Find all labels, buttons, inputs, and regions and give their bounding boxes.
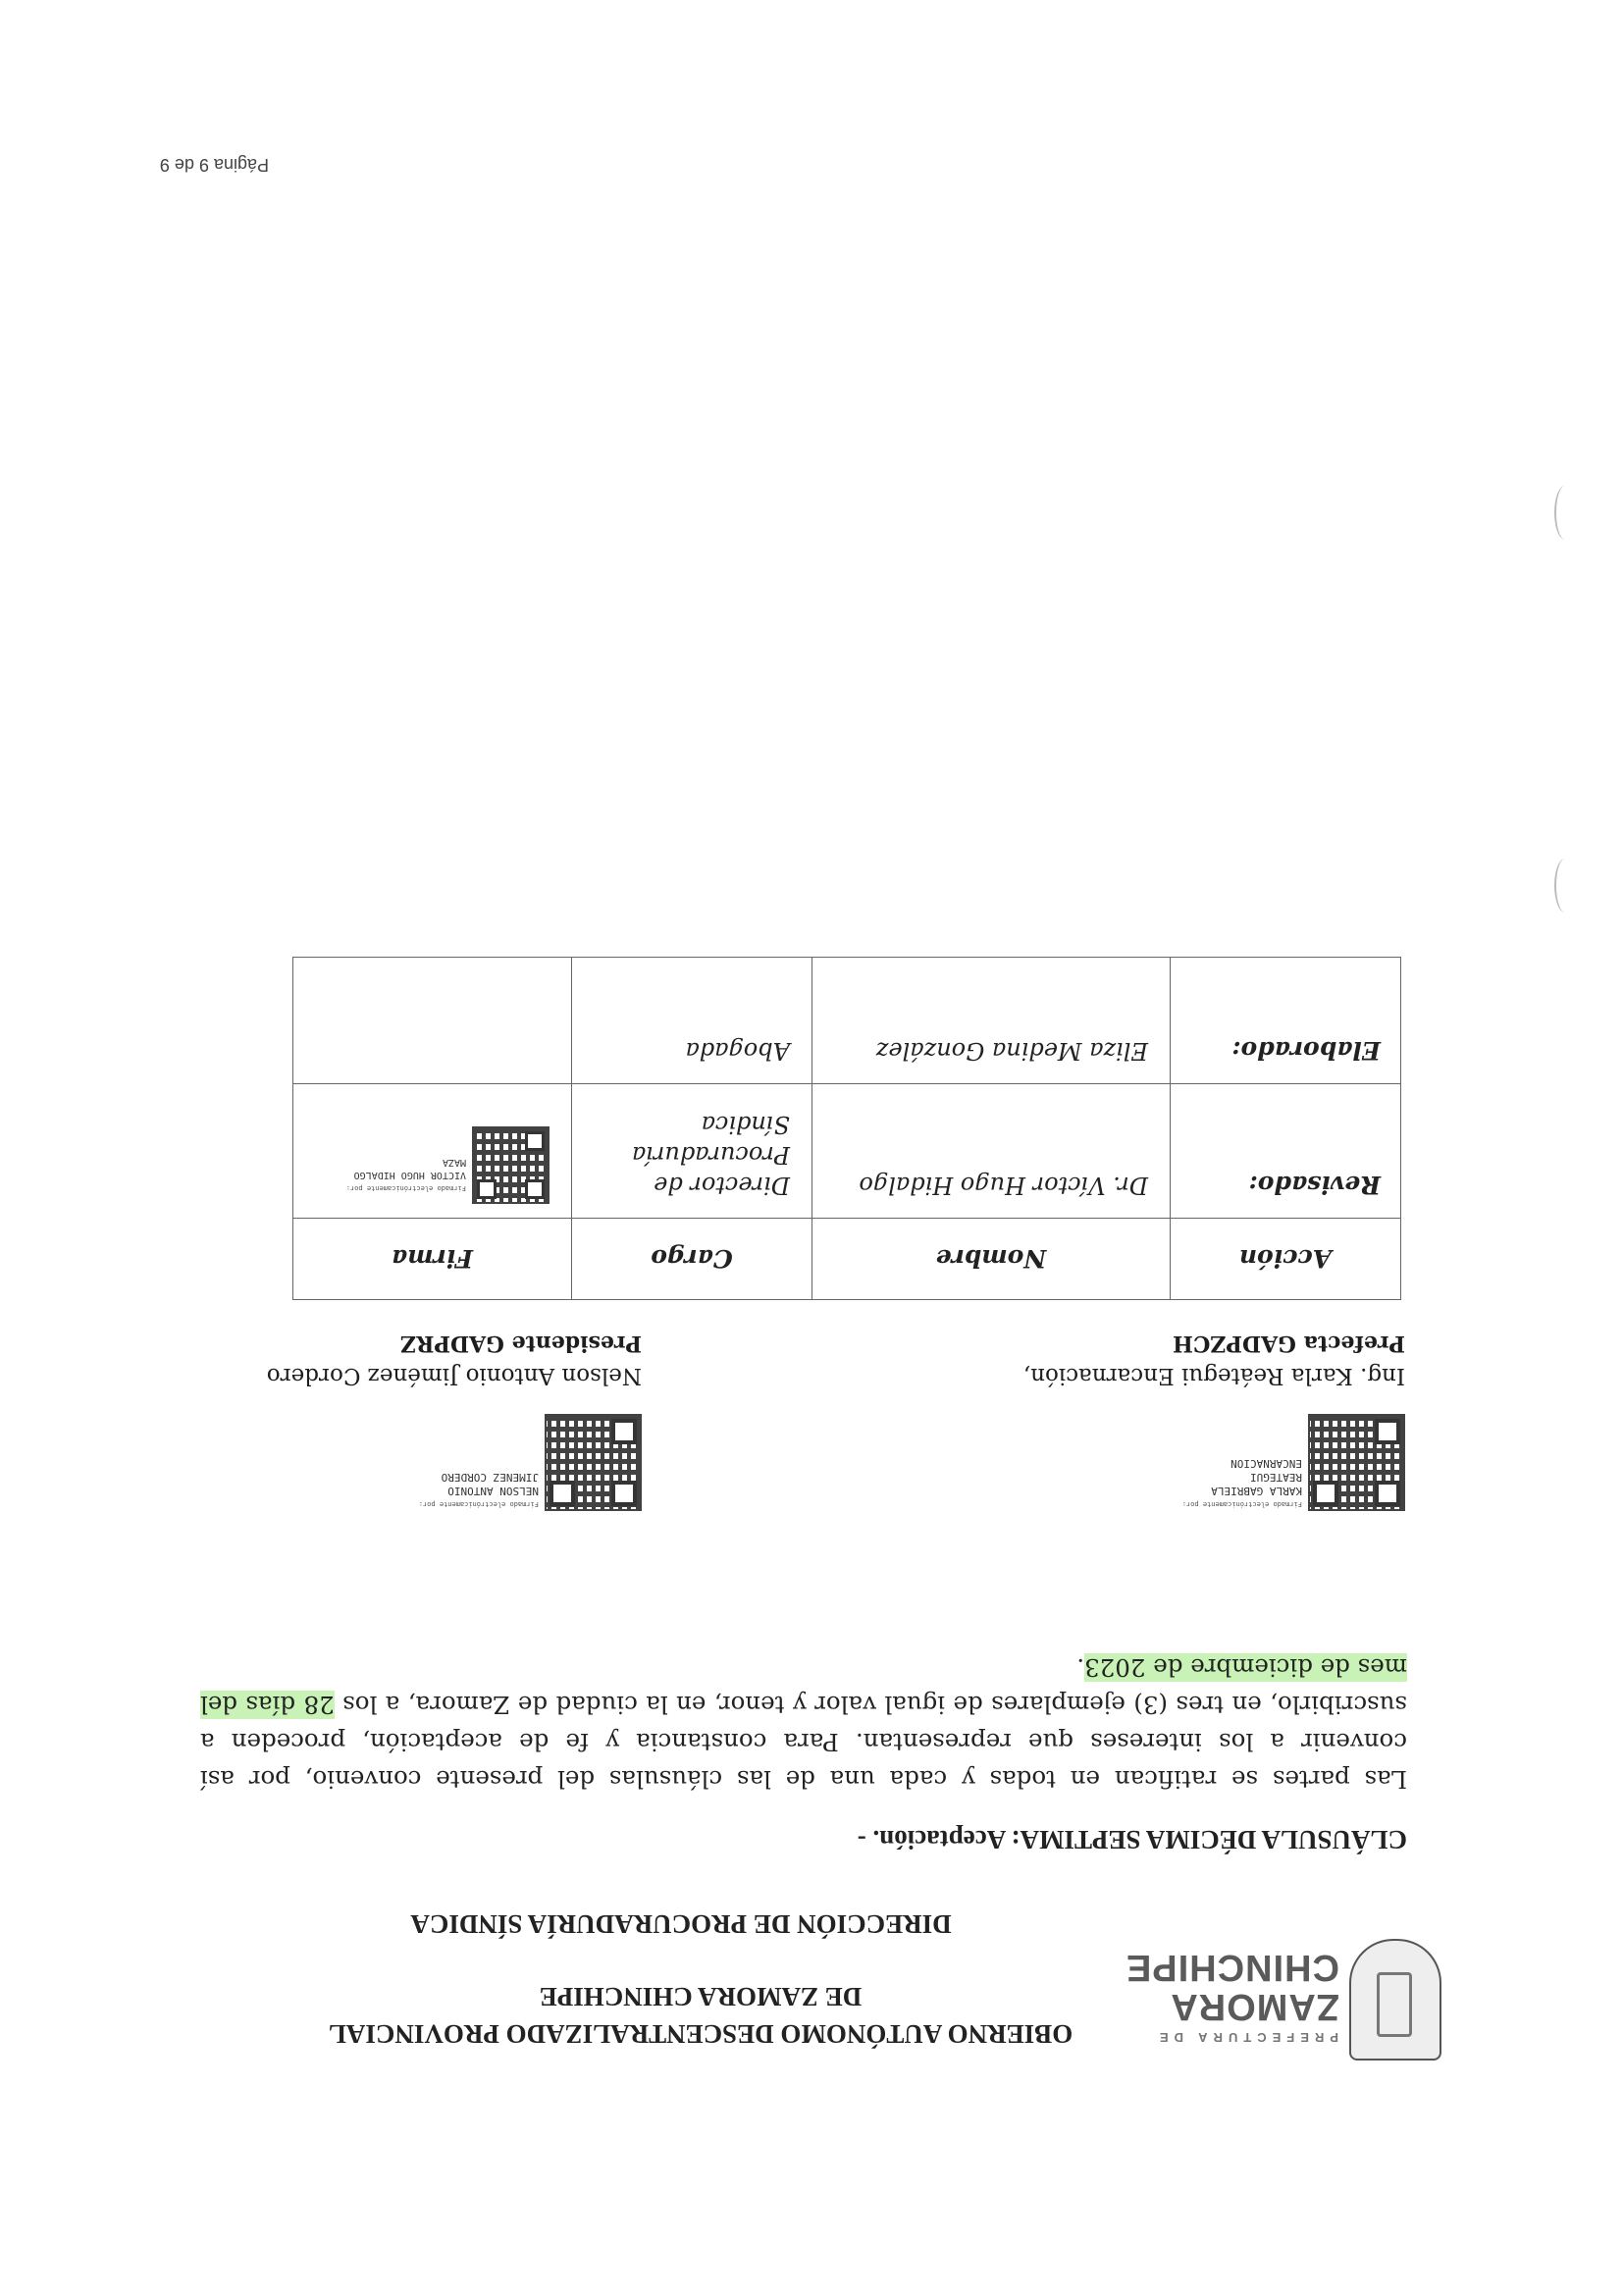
signer-role: Prefecta GADPZCH	[1173, 1331, 1405, 1356]
logo-line-2: CHINCHIPE	[1125, 1947, 1339, 1988]
table-cell-accion: Revisado:	[1171, 1084, 1401, 1219]
signature-qr-code	[545, 1414, 642, 1511]
signature-block-presidente	[249, 1328, 642, 1511]
signature-qr-code	[472, 1126, 550, 1204]
table-row	[293, 1084, 1401, 1219]
signer-name: Ing. Karla Reátegui Encarnación,	[1022, 1363, 1405, 1388]
scan-mark	[1554, 859, 1576, 913]
approvals-table	[292, 957, 1401, 1300]
clause-title: CLÁUSULA DÉCIMA SEPTIMA: Aceptación. -	[857, 1825, 1407, 1854]
logo-line-1: ZAMORA	[1170, 1986, 1339, 2027]
header-line-1: OBIERNO AUTÓNOMO DESCENTRALIZADO PROVINCIAL	[328, 2019, 1073, 2049]
table-cell-nombre: Eliza Medina González	[812, 958, 1171, 1084]
header-line-2: DE ZAMORA CHINCHIPE	[539, 1982, 863, 2011]
provincial-crest-icon	[1349, 1939, 1441, 2061]
column-header: Nombre	[812, 1219, 1171, 1300]
clause-body	[200, 1648, 1407, 1798]
column-header: Cargo	[572, 1219, 812, 1300]
signature-qr-code	[1308, 1414, 1405, 1511]
table-cell-accion: Elaborado:	[1171, 958, 1401, 1084]
header-department: DIRECCIÓN DE PROCURADURÍA SÍNDICA	[410, 1909, 952, 1939]
signer-role: Presidente GADPRZ	[400, 1331, 642, 1356]
table-header-row	[293, 1219, 1401, 1300]
column-header: Firma	[293, 1219, 572, 1300]
clause-body-end: .	[1076, 1653, 1085, 1682]
table-row	[293, 958, 1401, 1084]
logo-small-text: PREFECTURA DE	[1153, 2030, 1338, 2045]
clause-body-text: Las partes se ratifican en todas y cada una de las cláusulas del presente convenio, por así convenir a los intereses que representan. Para constancia y fe de aceptación, proceden a suscribirlo, en tres (3) ejemplares de igual valor y tenor, en la ciudad de Zamora, a los	[200, 1691, 1407, 1794]
qr-caption: Firmado electrónicamente por: KARLA GABRIELA REATEGUI ENCARNACION	[1181, 1457, 1302, 1508]
column-header: Acción	[1171, 1219, 1401, 1300]
table-cell-firma	[293, 1084, 572, 1219]
table-cell-nombre: Dr. Víctor Hugo Hidalgo	[812, 1084, 1171, 1219]
qr-caption: Firmado electrónicamente por: VICTOR HUGO HIDALGO MAZA	[345, 1157, 466, 1192]
signer-name: Nelson Antonio Jiménez Cordero	[266, 1363, 642, 1388]
clause-date-highlight: 28 días del mes de diciembre de 2023	[200, 1653, 1407, 1719]
table-cell-firma	[293, 958, 572, 1084]
scan-mark	[1554, 486, 1576, 540]
table-cell-cargo: Director de Procuraduría Síndica	[572, 1084, 812, 1219]
page-number: Página 9 de 9	[159, 155, 269, 175]
qr-caption: Firmado electrónicamente por: NELSON ANTONIO JIMENEZ CORDERO	[418, 1471, 539, 1508]
signature-block-prefecta	[1013, 1328, 1405, 1511]
prefectura-logo	[1125, 1933, 1441, 2061]
table-cell-cargo: Abogada	[572, 958, 812, 1084]
